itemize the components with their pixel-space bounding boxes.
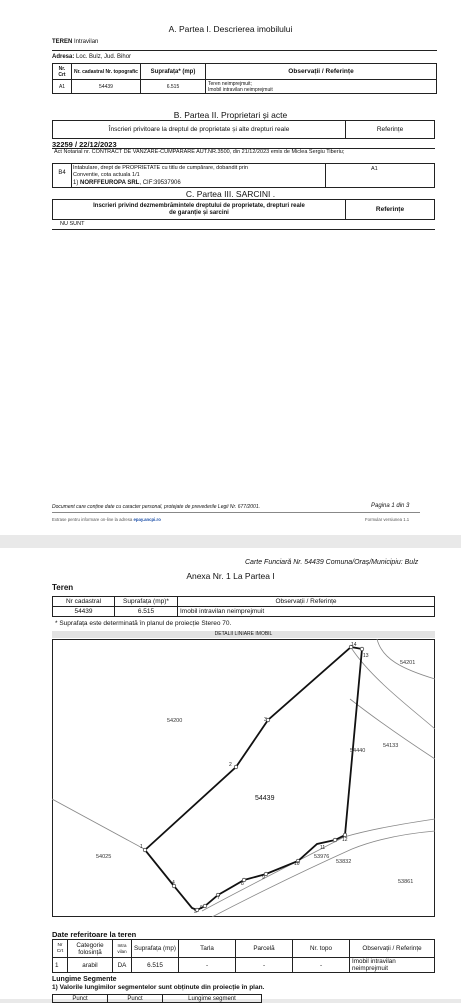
vertex-marker <box>203 904 207 908</box>
cell-observatii: Imobil intravilan neimprejmuit <box>350 958 435 973</box>
neighbor-label: 53832 <box>336 859 352 865</box>
table-c-header-1: Inscrieri privind dezmembrămintele dreptului de proprietate, drepturi reale <box>93 202 305 209</box>
col-observatii: Observații / Referințe <box>178 597 435 607</box>
col-nr-cadastral: Nr cadastral <box>53 597 115 607</box>
cadastral-map <box>52 639 435 917</box>
table-row <box>53 607 435 617</box>
divider <box>52 229 435 230</box>
cell-nr: 1 <box>53 958 68 973</box>
map-frame <box>53 640 435 917</box>
vertex-label: 6 <box>200 905 203 911</box>
entry-box <box>52 163 435 188</box>
cell-cadastral: 54439 <box>53 607 115 617</box>
cell-nr: A1 <box>53 80 72 94</box>
vertex-label: 9 <box>262 875 265 881</box>
col-lungime: Lungime segment <box>163 995 262 1003</box>
col-parcela: Parcelă <box>236 940 293 958</box>
entry-id: 32259 / 22/12/2023 <box>52 140 117 149</box>
row-text-2: Conventie, cota actuala 1/1 <box>73 171 140 178</box>
col-nr-crt: Nr. Crt <box>53 64 72 80</box>
vertex-marker <box>333 838 337 842</box>
neighbor-label: 53861 <box>398 879 414 885</box>
act-notarial: Act Notarial nr. CONTRACT DE VANZARE-CUMPARARE AUT.NR.3500, din 21/12/2023 emis de Miclea Sergiu Tiberiu; <box>54 149 345 155</box>
section-b-title: B. Partea II. Proprietari și acte <box>173 110 288 120</box>
extract-link[interactable]: epay.ancpi.ro <box>133 517 161 522</box>
vertex-marker <box>143 848 147 852</box>
parcel-label: 54439 <box>255 795 275 802</box>
annex-title: Anexa Nr. 1 La Partea I <box>186 571 275 581</box>
table-teren <box>52 596 435 617</box>
cell-intravilan: DA <box>113 958 132 973</box>
table-b <box>52 120 435 139</box>
table-c-header <box>53 200 346 220</box>
col-observatii: Observații / Referințe <box>206 64 437 80</box>
page-number: Pagina 1 din 3 <box>371 503 410 509</box>
vertex-label: 13 <box>363 653 369 659</box>
cell-suprafata: 6.515 <box>132 958 179 973</box>
vertex-label: 5 <box>194 909 197 915</box>
document-page-2 <box>0 548 461 1002</box>
vertex-label: 7 <box>217 895 220 901</box>
col-punct-end: Punct <box>108 995 163 1003</box>
cell-suprafata: 6.515 <box>115 607 178 617</box>
lungime-title: Lungime Segmente <box>52 976 117 983</box>
vertex-label: 14 <box>351 642 357 648</box>
neighbor-label: 54201 <box>400 660 416 666</box>
col-categorie: Categorie folosință <box>68 940 113 958</box>
teren-label: TEREN <box>52 39 73 45</box>
vertex-label: 10 <box>294 861 300 867</box>
cell-cadastral: 54439 <box>72 80 141 94</box>
cell-suprafata: 6.515 <box>141 80 206 94</box>
col-suprafata: Suprafața* (mp) <box>141 64 206 80</box>
running-header: Carte Funciară Nr. 54439 Comuna/Oraș/Municipiu: Bulz <box>245 559 419 566</box>
teren-line <box>52 39 98 45</box>
cell-observatii: Imobil intravilan neimprejmuit <box>178 607 435 617</box>
neighbor-label: 54200 <box>167 718 183 724</box>
vertex-marker <box>234 765 238 769</box>
table-b-ref-header: Referințe <box>346 121 435 139</box>
table-b-header: Înscrieri privitoare la dreptul de proprietate și alte drepturi reale <box>53 121 346 139</box>
address-value: Loc. Bulz, Jud. Bihor <box>76 54 132 60</box>
divider <box>52 512 420 513</box>
teren-value: Intravilan <box>74 39 99 45</box>
form-version: Formular versiunea 1.1 <box>365 517 410 522</box>
footer-note: Document care conține date cu caracter personal, protejate de prevederile Legii Nr. 677/2001. <box>52 504 260 510</box>
row-id: B4 <box>53 164 72 187</box>
detalii-label: DETALII LINIARE IMOBIL <box>52 631 435 638</box>
obs-line-1: Teren neimprejmuit; <box>208 80 252 87</box>
vertex-label: 2 <box>229 762 232 768</box>
table-c-ref-header: Referințe <box>346 200 435 220</box>
divider <box>325 164 326 187</box>
vertex-label: 8 <box>241 881 244 887</box>
table-c-header-2: de garanție și sarcini <box>169 209 229 216</box>
cell-parcela: - <box>236 958 293 973</box>
vertex-label: 4 <box>172 880 175 886</box>
extract-prefix: Extrase pentru informare on-line la adresa <box>52 517 133 522</box>
owner-name: NORFFEUROPA SRL <box>80 180 140 186</box>
vertex-marker <box>360 647 364 651</box>
row-text <box>73 165 323 178</box>
address-label: Adresa: <box>52 54 75 60</box>
neighbor-label: 53976 <box>314 854 330 860</box>
cell-nr-topo: - <box>293 958 350 973</box>
vertex-label: 11 <box>320 845 326 851</box>
owner-line <box>73 180 181 186</box>
vertex-label: 12 <box>342 837 348 843</box>
section-a-title: A. Partea I. Descrierea imobilului <box>168 24 293 34</box>
owner-prefix: 1) <box>73 180 79 186</box>
section-c-title: C. Partea III. SARCINI . <box>185 189 276 199</box>
table-c <box>52 199 435 220</box>
row-text-1: Intabulare, drept de PROPRIETATE cu titlu de cumpărare, dobandit prin <box>73 165 248 171</box>
footnote: * Suprafața este determinată în planul de proiecție Stereo 70. <box>55 620 232 627</box>
vertex-label: 1 <box>140 844 143 850</box>
neighbor-label: 54025 <box>96 854 112 860</box>
lungime-subtitle: 1) Valorile lungimilor segmentelor sunt obținute din proiecție în plan. <box>52 984 265 991</box>
col-nr-crt: Nr Crt <box>53 940 68 958</box>
table-date <box>52 939 435 973</box>
cell-tarla: - <box>179 958 236 973</box>
col-nr-cadastral: Nr. cadastral Nr. topografic <box>72 64 141 80</box>
divider <box>52 50 437 51</box>
table-a <box>52 63 437 94</box>
col-suprafata: Suprafața (mp)* <box>115 597 178 607</box>
address-line <box>52 54 131 60</box>
col-intravilan: Intra vilan <box>113 940 132 958</box>
neighbor-label: 54440 <box>350 748 366 754</box>
col-suprafata: Suprafața (mp) <box>132 940 179 958</box>
col-tarla: Tarla <box>179 940 236 958</box>
date-ref-title: Date referitoare la teren <box>52 930 137 939</box>
col-observatii: Observații / Referințe <box>350 940 435 958</box>
col-punct-start: Punct <box>53 995 108 1003</box>
cell-categorie: arabil <box>68 958 113 973</box>
row-ref: A1 <box>371 166 378 172</box>
owner-cif: , CIF:39537906 <box>139 180 181 186</box>
extract-line <box>52 517 161 522</box>
table-row <box>53 80 437 94</box>
teren-label-2: Teren <box>52 583 74 592</box>
vertex-label: 3 <box>264 717 267 723</box>
obs-line-2: Imobil intravilan neimprejmuit <box>208 86 273 93</box>
table-row <box>53 958 435 973</box>
col-nr-topo: Nr. topo <box>293 940 350 958</box>
sarcini-value: NU SUNT <box>60 221 85 227</box>
neighbor-label: 54133 <box>383 743 399 749</box>
cell-observatii <box>206 80 437 94</box>
